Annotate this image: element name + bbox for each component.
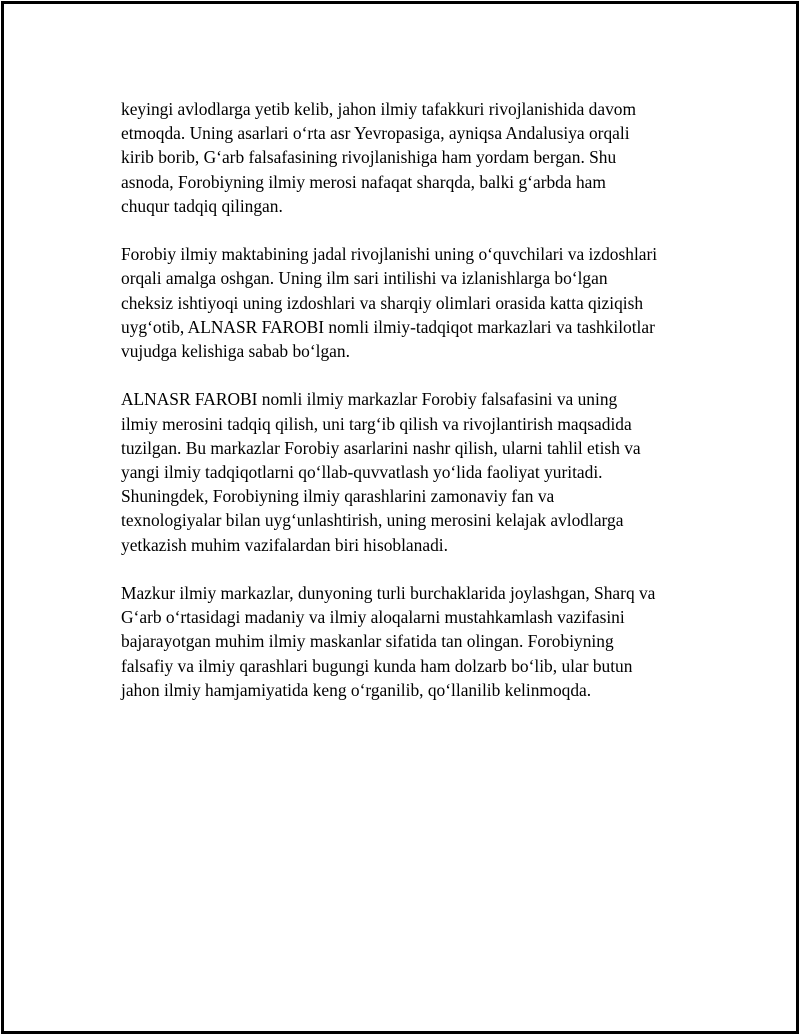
text-line: Mazkur ilmiy markazlar, dunyoning turli burchaklarida joylashgan, Sharq va xyxy=(121,583,656,604)
text-line: asnoda, Forobiyning ilmiy merosi nafaqat sharqda, balki g‘arbda ham xyxy=(121,171,606,192)
text-line: keyingi avlodlarga yetib kelib, jahon ilmiy tafakkuri rivojlanishida davom xyxy=(121,99,637,119)
text-line: Forobiy ilmiy maktabining jadal rivojlanishi uning o‘quvchilari va izdoshlari xyxy=(121,244,658,265)
paragraph-4 xyxy=(121,581,656,702)
text-line: vujudga kelishiga sabab bo‘lgan. xyxy=(121,341,350,362)
text-line: falsafiy va ilmiy qarashlari bugungi kunda ham dolzarb bo‘lib, ular butun xyxy=(121,655,633,676)
text-line: kirib borib, G‘arb falsafasining rivojlanishiga ham yordam bergan. Shu xyxy=(121,147,617,168)
text-line: yangi ilmiy tadqiqotlarni qo‘llab-quvvatlash yo‘lida faoliyat yuritadi. xyxy=(121,462,603,483)
text-line: uyg‘otib, ALNASR FAROBI nomli ilmiy-tadqiqot markazlari va tashkilotlar xyxy=(121,316,655,337)
paragraph-3 xyxy=(121,387,641,556)
paragraph-1 xyxy=(121,97,637,218)
document-body xyxy=(121,97,658,726)
text-line: jahon ilmiy hamjamiyatida keng o‘rganilib, qo‘llanilib kelinmoqda. xyxy=(121,679,592,700)
text-line: texnologiyalar bilan uyg‘unlashtirish, uning merosini kelajak avlodlarga xyxy=(121,510,624,531)
text-line: tuzilgan. Bu markazlar Forobiy asarlarini nashr qilish, ularni tahlil etish va xyxy=(121,437,641,458)
text-line: orqali amalga oshgan. Uning ilm sari intilishi va izlanishlarga bo‘lgan xyxy=(121,268,608,289)
text-line: etmoqda. Uning asarlari o‘rta asr Yevropasiga, ayniqsa Andalusiya orqali xyxy=(121,123,630,144)
page-border xyxy=(1,1,799,1034)
text-line: yetkazish muhim vazifalardan biri hisoblanadi. xyxy=(121,534,448,555)
text-line: ALNASR FAROBI nomli ilmiy markazlar Forobiy falsafasini va uning xyxy=(121,389,618,410)
paragraph-2 xyxy=(121,242,658,363)
text-line: Shuningdek, Forobiyning ilmiy qarashlarini zamonaviy fan va xyxy=(121,486,555,507)
text-line: cheksiz ishtiyoqi uning izdoshlari va sharqiy olimlari orasida katta qiziqish xyxy=(121,292,644,313)
text-line: G‘arb o‘rtasidagi madaniy va ilmiy aloqalarni mustahkamlash vazifasini xyxy=(121,607,625,628)
text-line: ilmiy merosini tadqiq qilish, uni targ‘ib qilish va rivojlantirish maqsadida xyxy=(121,413,632,434)
text-line: bajarayotgan muhim ilmiy maskanlar sifatida tan olingan. Forobiyning xyxy=(121,631,614,652)
text-line: chuqur tadqiq qilingan. xyxy=(121,195,283,216)
